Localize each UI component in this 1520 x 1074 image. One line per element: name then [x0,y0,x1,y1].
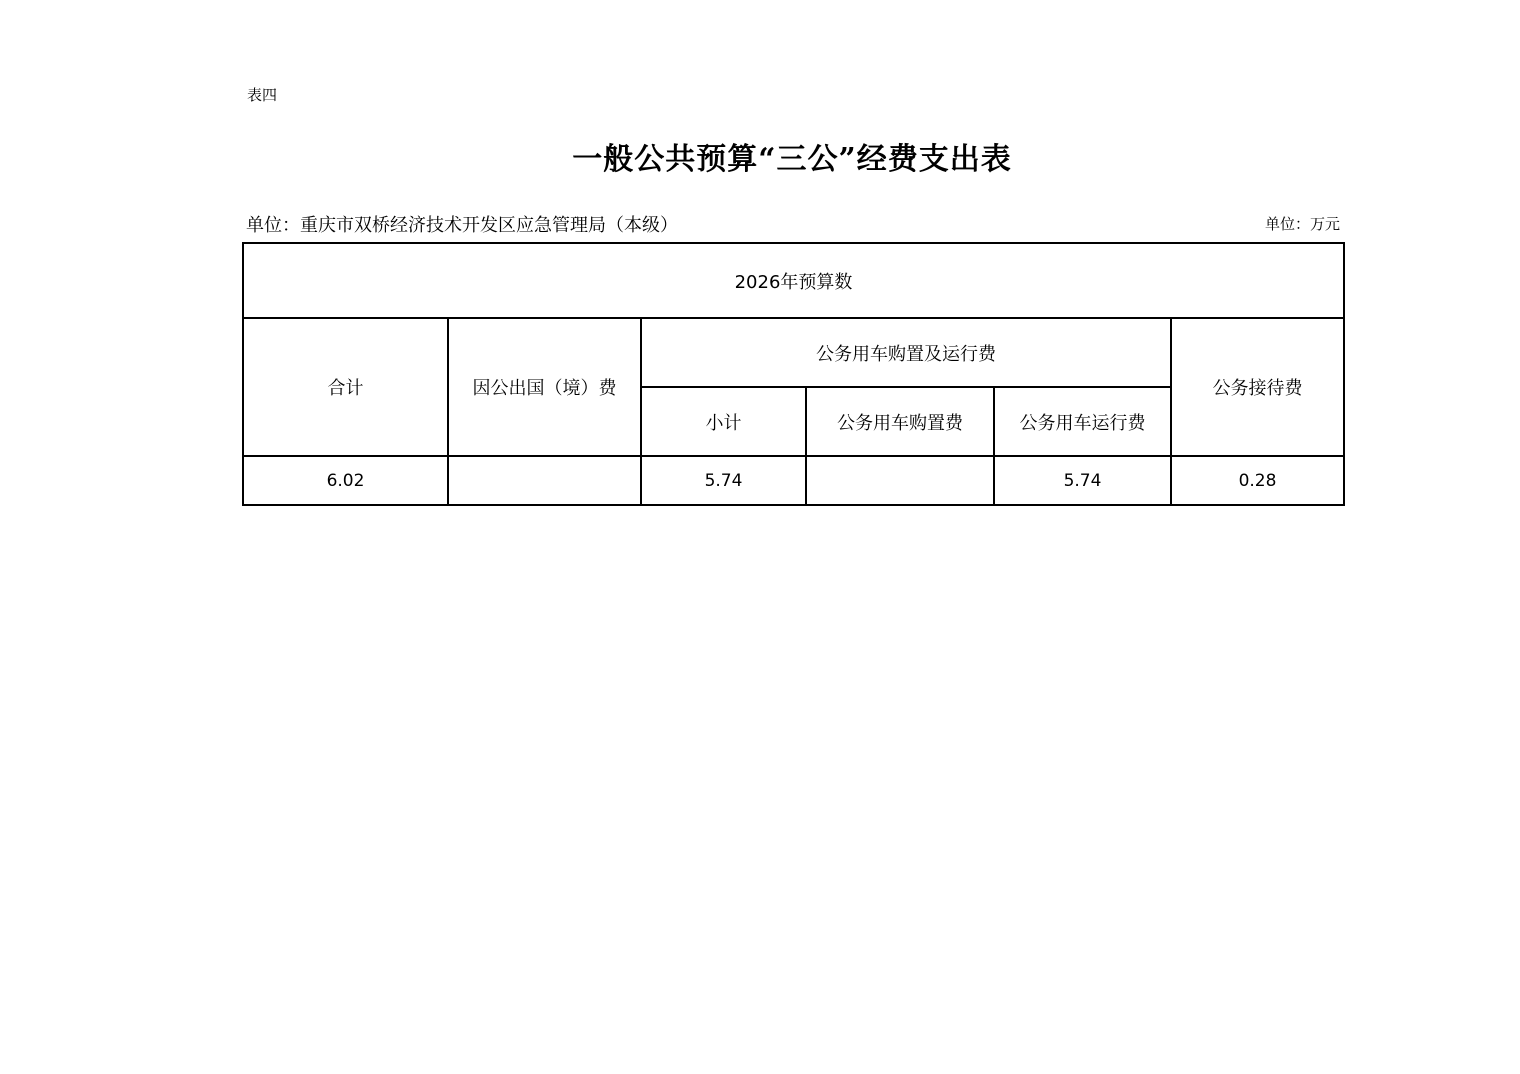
unit-currency: 单位：万元 [1264,215,1340,233]
table-number: 表四 [247,86,278,104]
header-vehicle-group: 公务用车购置及运行费 [641,318,1171,387]
header-abroad: 因公出国（境）费 [448,318,641,456]
cell-reception: 0.28 [1171,456,1344,505]
page-title: 一般公共预算“三公”经费支出表 [572,142,1012,177]
header-total: 合计 [243,318,448,456]
header-reception: 公务接待费 [1171,318,1344,456]
cell-abroad [448,456,641,505]
unit-organization: 单位：重庆市双桥经济技术开发区应急管理局（本级） [246,215,678,236]
cell-total: 6.02 [243,456,448,505]
cell-vehicle-operation: 5.74 [994,456,1171,505]
header-vehicle-subtotal: 小计 [641,387,806,456]
header-vehicle-purchase: 公务用车购置费 [806,387,994,456]
table-row [243,456,1344,505]
header-vehicle-operation: 公务用车运行费 [994,387,1171,456]
table-header-row [243,318,1344,387]
cell-vehicle-subtotal: 5.74 [641,456,806,505]
group-header-cell: 2026年预算数 [243,243,1344,318]
cell-vehicle-purchase [806,456,994,505]
budget-table [242,242,1345,506]
table-header-row [243,243,1344,318]
